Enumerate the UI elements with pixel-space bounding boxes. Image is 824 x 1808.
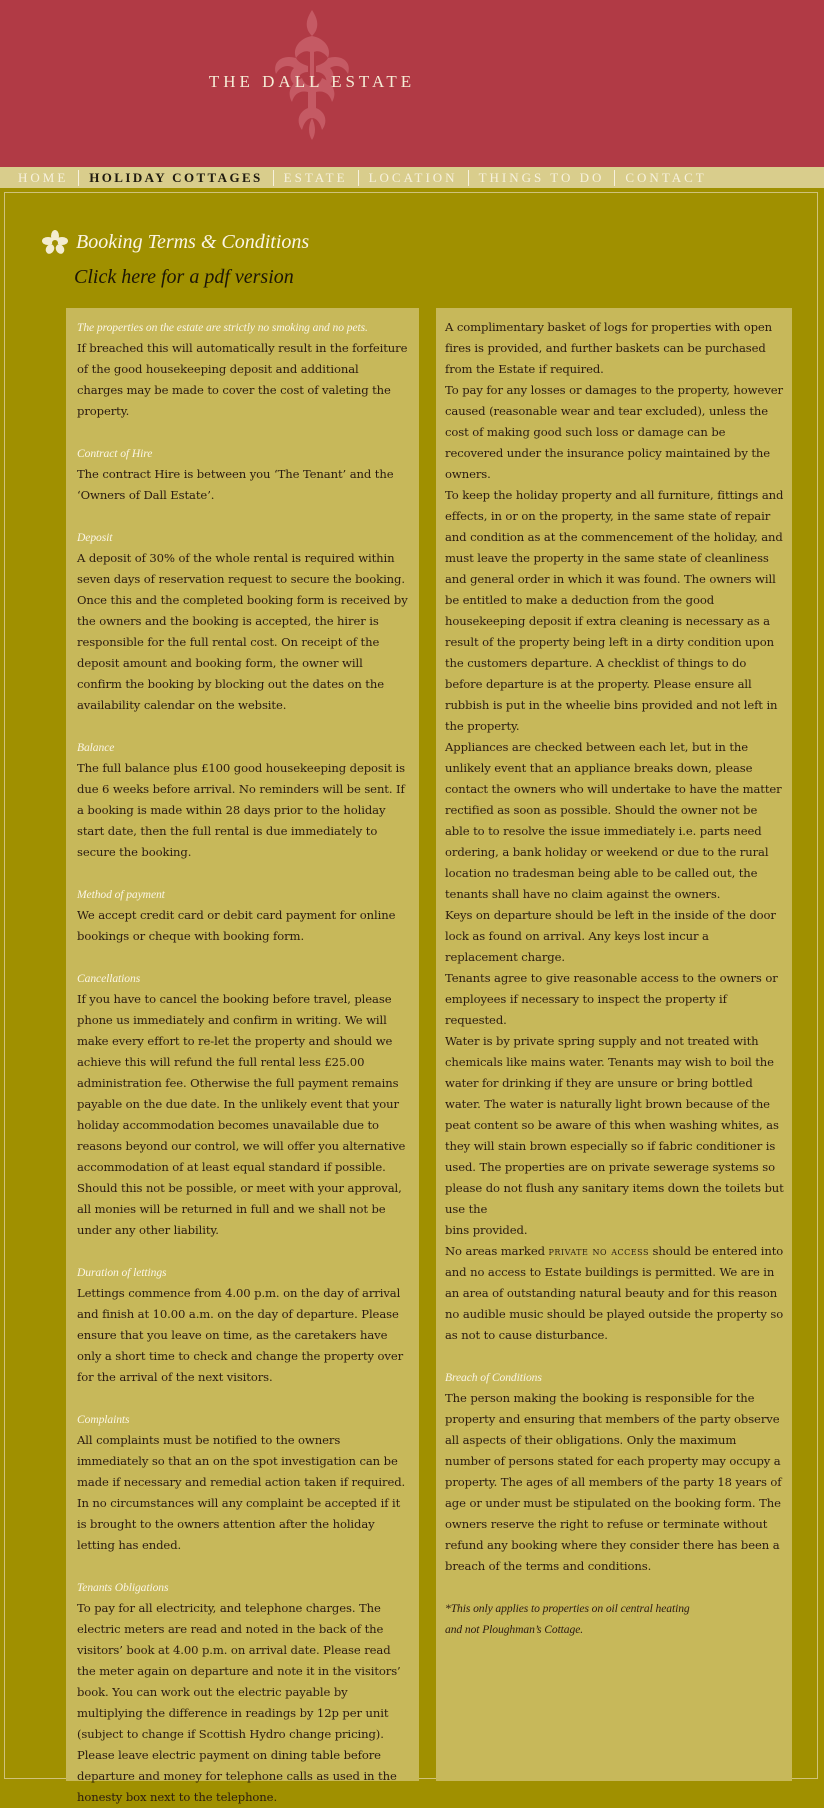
section-text-deposit: A deposit of 30% of the whole rental is required within seven days of reservation request to secure the booking. Once this and the completed booking form is received by the owners and the booking is accepted, the hirer is responsible for the full rental cost. On receipt of the deposit amount and booking form, the owner will confirm the booking by blocking out the dates on the availability calendar on the website.: [77, 551, 408, 712]
section-text-breach: The person making the booking is responsible for the property and ensuring that members of the party observe all aspects of their obligations. Only the maximum number of persons stated for each property may occupy a property. The ages of all members of the party 18 years of age or under must be stipulated on the booking form. The owners reserve the right to refuse or terminate without refund any booking where they consider there has been a breach of the terms and conditions.: [445, 1391, 782, 1573]
section-title-balance: Balance: [77, 741, 115, 754]
footnote-line-2: and not Ploughman’s Cottage.: [445, 1623, 584, 1636]
appliances-text: Appliances are checked between each let, but in the unlikely event that an appliance breaks down, please contact the owners who will undertake to have the matter rectified as soon as possible. Should the owner not be able to to resolve the issue immediately i.e. parts need ordering, a bank holiday or weekend or due to the rural location no tradesman being able to be called out, the tenants shall have no claim against the owners.: [445, 740, 782, 901]
section-text-duration: Lettings commence from 4.00 p.m. on the day of arrival and finish at 10.00 a.m. on the day of departure. Please ensure that you leave on time, as the caretakers have only a short time to check and change the property over for the arrival of the next visitors.: [77, 1286, 404, 1384]
water-text: Water is by private spring supply and not treated with chemicals like mains water. Tenants may wish to boil the water for drinking if they are unsure or bring bottled water. The water is naturally light brown because of the peat content so be aware of this when washing whites, as they will stain brown especially so if fabric conditioner is used. The properties are on private sewerage systems so please do not flush any sanitary items down the toilets but use the: [445, 1034, 784, 1216]
access-text: Tenants agree to give reasonable access to the owners or employees if necessary to inspect the property if requested.: [445, 971, 778, 1027]
section-text-complaints: All complaints must be notified to the owners immediately so that an on the spot investigation can be made if necessary and remedial action taken if required. In no circumstances will any complaint be accepted if it is brought to the owners attention after the holiday letting has ended.: [77, 1433, 406, 1552]
losses-text: To pay for any losses or damages to the property, however caused (reasonable wear and tear excluded), unless the cost of making good such loss or damage can be recovered under the insurance policy maintained by the owners.: [445, 383, 783, 481]
footnote-line-1: *This only applies to properties on oil central heating: [445, 1602, 690, 1615]
terms-left-column: [66, 308, 419, 1804]
site-title[interactable]: THE DALL ESTATE: [208, 72, 416, 91]
section-title-tenants: Tenants Obligations: [77, 1581, 169, 1594]
section-text-contract: The contract Hire is between you ‘The Tenant’ and the ‘Owners of Dall Estate’.: [77, 467, 394, 502]
pdf-version-link[interactable]: Click here for a pdf version: [74, 266, 294, 288]
nav-home[interactable]: HOME: [18, 169, 69, 185]
terms-right-column: [436, 308, 792, 1781]
page-title: Booking Terms & Conditions: [76, 230, 310, 253]
section-title-breach: Breach of Conditions: [445, 1371, 542, 1384]
section-text-tenants: To pay for all electricity, and telephone charges. The electric meters are read and noted in the back of the visitors’ book at 4.00 p.m. on arrival date. Please read the meter again on departure and note it in the visitors’ book. You can work out the electric payable by multiplying the difference in readings by 12p per unit (subject to change if Scottish Hydro change pricing). Please leave electric payment on dining table before departure and money for telephone calls as used in the honesty box next to the telephone.: [77, 1601, 401, 1804]
no-smoking-notice: The properties on the estate are strictly no smoking and no pets.: [77, 321, 368, 334]
section-text-payment: We accept credit card or debit card payment for online bookings or cheque with booking form.: [77, 908, 396, 943]
main-nav: [0, 167, 824, 188]
nav-location[interactable]: LOCATION: [358, 170, 468, 186]
site-header: [0, 0, 824, 167]
section-text-balance: The full balance plus £100 good housekeeping deposit is due 6 weeks before arrival. No reminders will be sent. If a booking is made within 28 days prior to the holiday start date, then the full rental is due immediately to secure the booking.: [77, 761, 405, 859]
nav-contact[interactable]: CONTACT: [614, 170, 716, 186]
section-title-contract: Contract of Hire: [77, 447, 153, 460]
nav-holiday-cottages[interactable]: HOLIDAY COTTAGES: [78, 170, 272, 186]
section-title-payment: Method of payment: [77, 888, 165, 901]
flower-icon: [42, 230, 68, 254]
page-heading: [42, 230, 309, 254]
section-title-duration: Duration of lettings: [77, 1266, 167, 1279]
bins-text: bins provided.: [445, 1223, 528, 1237]
nav-estate[interactable]: ESTATE: [273, 170, 358, 186]
section-title-cancellations: Cancellations: [77, 972, 141, 985]
section-title-complaints: Complaints: [77, 1413, 130, 1426]
section-title-deposit: Deposit: [77, 531, 113, 544]
nav-things-to-do[interactable]: THINGS TO DO: [468, 170, 615, 186]
section-text-cancellations: If you have to cancel the booking before travel, please phone us immediately and confirm in writing. We will make every effort to re-let the property and should we achieve this will refund the full rental less £25.00 administration fee. Otherwise the full payment remains payable on the due date. In the unlikely event that your holiday accommodation becomes unavailable due to reasons beyond our control, we will offer you alternative accommodation of at least equal standard if possible. Should this not be possible, or meet with your approval, all monies will be returned in full and we shall not be under any other liability.: [77, 992, 406, 1237]
logs-text: A complimentary basket of logs for properties with open fires is provided, and further baskets can be purchased from the Estate if required.: [445, 320, 773, 376]
keep-property-text: To keep the holiday property and all furniture, fittings and effects, in or on the property, in the same state of repair and condition as at the commencement of the holiday, and must leave the property in the same state of cleanliness and general order in which it was found. The owners will be entitled to make a deduction from the good housekeeping deposit if extra cleaning is necessary as a result of the property being left in a dirty condition upon the customers departure. A checklist of things to do before departure is at the property. Please ensure all rubbish is put in the wheelie bins provided and not left in the property.: [445, 488, 784, 733]
keys-text: Keys on departure should be left in the inside of the door lock as found on arrival. Any keys lost incur a replacement charge.: [445, 908, 776, 964]
intro-text: If breached this will automatically result in the forfeiture of the good housekeeping deposit and additional charges may be made to cover the cost of valeting the property.: [77, 341, 408, 418]
areas-text: No areas marked private no access should be entered into and no access to Estate buildings is permitted. We are in an area of outstanding natural beauty and for this reason no audible music should be played outside the property so as not to cause disturbance.: [445, 1244, 784, 1342]
